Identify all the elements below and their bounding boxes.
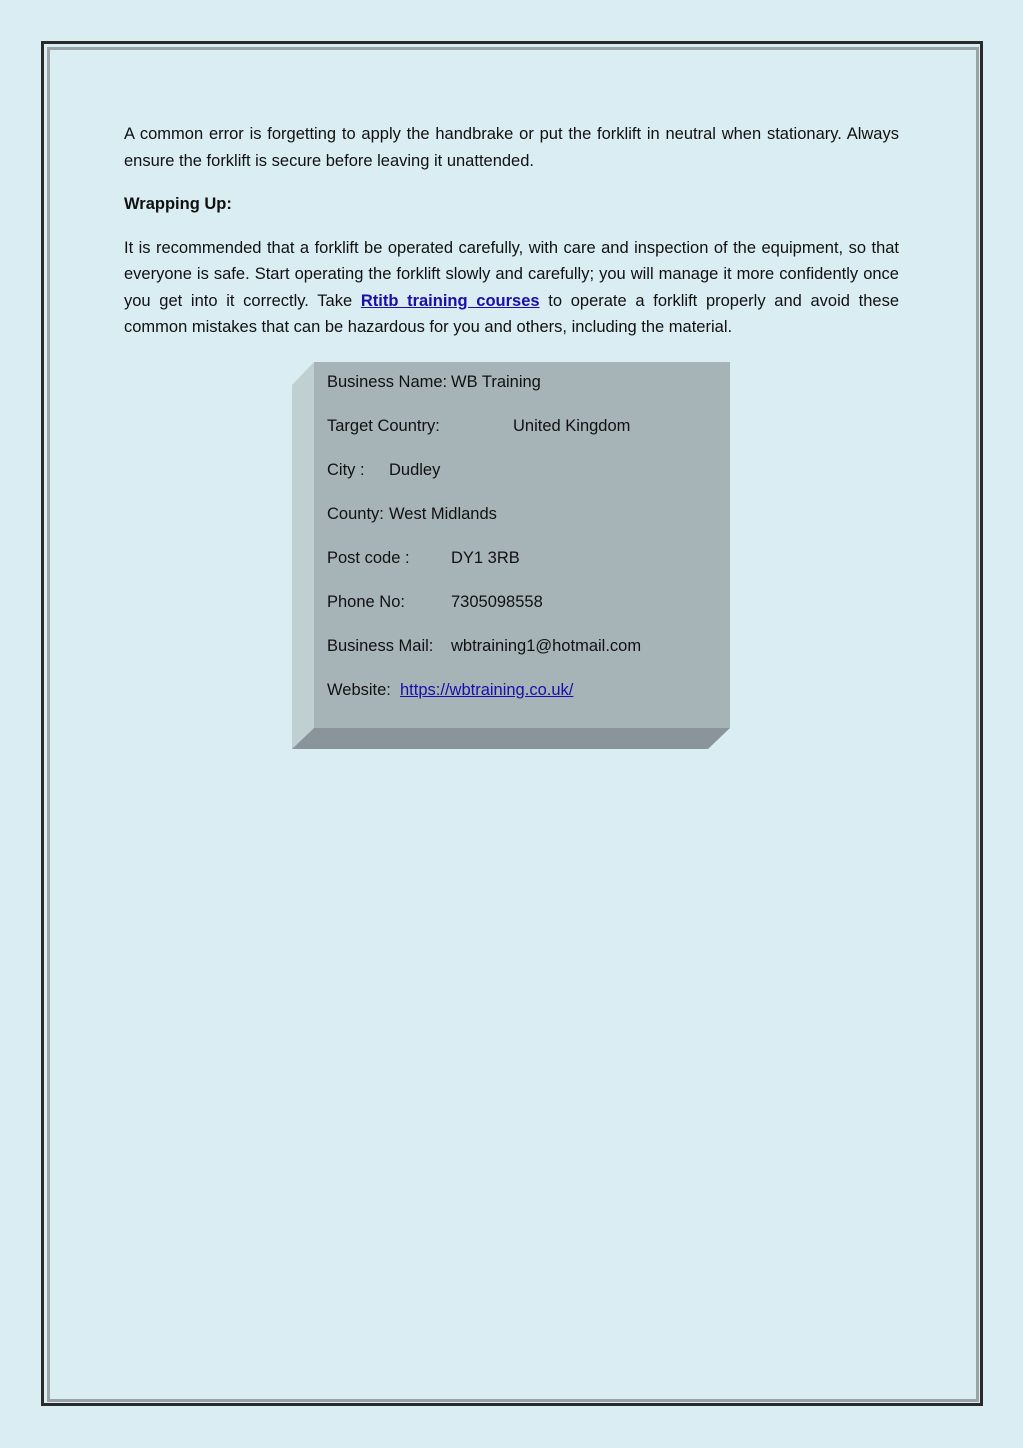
postcode-value: DY1 3RB: [451, 549, 520, 567]
rtitb-courses-link[interactable]: Rtitb training courses: [360, 291, 540, 310]
intro-paragraph: A common error is forgetting to apply the handbrake or put the forklift in neutral when stationary. Always ensure the forklift is secure before leaving it unattended.: [124, 125, 899, 170]
business-mail-value: wbtraining1@hotmail.com: [451, 637, 642, 655]
phone-row: [327, 590, 730, 634]
document-body: [124, 121, 899, 358]
business-mail-row: [327, 634, 730, 678]
target-country-value: United Kingdom: [513, 417, 631, 435]
body-text-before-link: It is recommended that a forklift be operated carefully, with care and inspection of the equipment, so that everyone is safe. Start operating the forklift slowly and carefully; you will manage it more confidently once you get into it correctly. Take: [124, 238, 899, 310]
business-name-row: [327, 370, 730, 414]
city-value: Dudley: [389, 461, 441, 479]
business-name-value: WB Training: [451, 373, 541, 391]
phone-label: Phone No:: [327, 593, 405, 611]
county-label: County:: [327, 505, 384, 523]
section-heading: Wrapping Up:: [124, 195, 232, 213]
city-row: [327, 458, 730, 502]
business-details: [314, 362, 730, 728]
body-text-after-link: to operate a forklift properly and avoid these common mistakes that can be hazardous for you and others, including the material.: [124, 291, 899, 336]
website-row: [327, 678, 730, 722]
postcode-row: [327, 546, 730, 590]
phone-value: 7305098558: [451, 593, 543, 611]
target-country-label: Target Country:: [327, 417, 440, 435]
county-value: West Midlands: [389, 505, 497, 523]
target-country-row: [327, 414, 730, 458]
business-mail-label: Business Mail:: [327, 637, 434, 655]
website-link[interactable]: https://wbtraining.co.uk/: [400, 681, 574, 699]
website-label: Website:: [327, 681, 391, 699]
card-left-bevel: [292, 362, 314, 749]
wrap-up-paragraph: [124, 235, 899, 341]
business-info-card: [292, 362, 730, 749]
card-bottom-bevel: [292, 728, 730, 749]
postcode-label: Post code :: [327, 549, 410, 567]
city-label: City :: [327, 461, 365, 479]
county-row: [327, 502, 730, 546]
business-name-label: Business Name:: [327, 373, 448, 391]
